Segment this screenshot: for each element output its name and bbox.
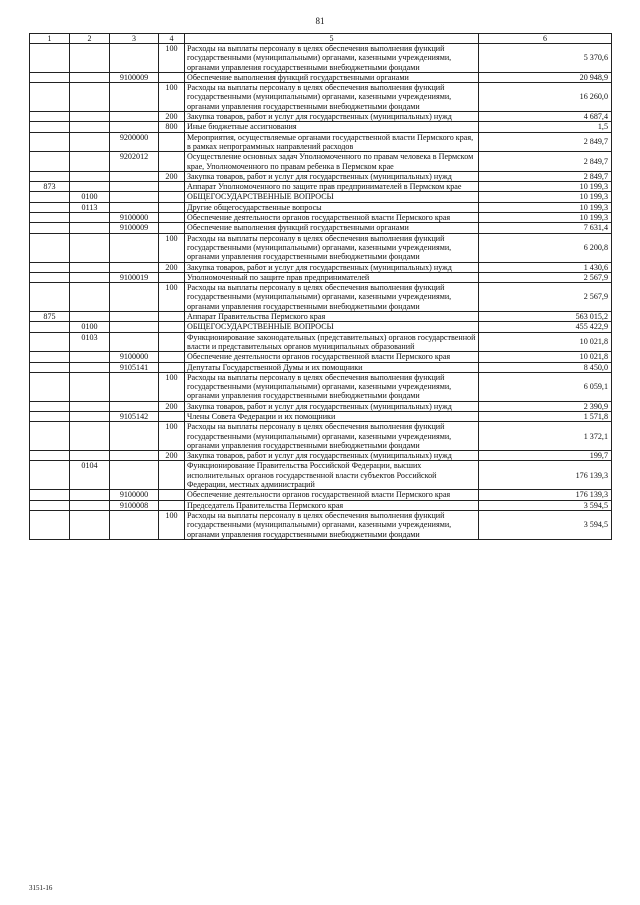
cell-section-code — [70, 312, 110, 322]
table-row — [30, 72, 612, 82]
cell-ministry-code — [30, 72, 70, 82]
table-row — [30, 372, 612, 401]
cell-section-code — [70, 122, 110, 132]
cell-target-code: 9105142 — [110, 411, 159, 421]
cell-amount: 8 450,0 — [479, 362, 612, 372]
cell-description: Обеспечение деятельности органов государственной власти Пермского края — [185, 352, 479, 362]
cell-ministry-code — [30, 490, 70, 500]
cell-expense-type: 100 — [159, 44, 185, 73]
cell-ministry-code — [30, 332, 70, 352]
table-row — [30, 132, 612, 152]
table-row — [30, 510, 612, 539]
table-row — [30, 122, 612, 132]
cell-target-code: 9200000 — [110, 132, 159, 152]
cell-amount: 6 200,8 — [479, 233, 612, 262]
cell-section-code — [70, 422, 110, 451]
cell-expense-type: 100 — [159, 510, 185, 539]
cell-target-code: 9100008 — [110, 500, 159, 510]
cell-amount: 10 199,3 — [479, 202, 612, 212]
cell-amount: 7 631,4 — [479, 223, 612, 233]
table-row — [30, 171, 612, 181]
budget-table — [29, 33, 612, 540]
cell-target-code: 9100000 — [110, 213, 159, 223]
cell-target-code — [110, 44, 159, 73]
table-row — [30, 182, 612, 192]
page-number: 81 — [315, 16, 325, 26]
cell-description: Закупка товаров, работ и услуг для государственных (муниципальных) нужд — [185, 112, 479, 122]
cell-section-code: 0100 — [70, 192, 110, 202]
cell-target-code: 9100000 — [110, 490, 159, 500]
column-header: 6 — [479, 34, 612, 44]
table-row — [30, 213, 612, 223]
cell-expense-type — [159, 461, 185, 490]
cell-expense-type — [159, 362, 185, 372]
cell-expense-type: 200 — [159, 262, 185, 272]
cell-expense-type: 200 — [159, 451, 185, 461]
table-row — [30, 490, 612, 500]
cell-section-code — [70, 171, 110, 181]
cell-expense-type — [159, 202, 185, 212]
cell-expense-type: 800 — [159, 122, 185, 132]
cell-amount: 2 567,9 — [479, 283, 612, 312]
cell-target-code — [110, 312, 159, 322]
cell-target-code: 9100019 — [110, 272, 159, 282]
cell-amount: 10 199,3 — [479, 213, 612, 223]
cell-description: Расходы на выплаты персоналу в целях обеспечения выполнения функций государственными (муниципальными) органами, казенными учреждениями, органами управления государственными внебюджетными фондами — [185, 233, 479, 262]
cell-ministry-code — [30, 233, 70, 262]
cell-description: Уполномоченный по защите прав предпринимателей — [185, 272, 479, 282]
cell-ministry-code — [30, 112, 70, 122]
cell-description: Мероприятия, осуществляемые органами государственной власти Пермского края, в рамках непрограммных направлений расходов — [185, 132, 479, 152]
table-row — [30, 401, 612, 411]
cell-amount: 2 849,7 — [479, 171, 612, 181]
cell-target-code: 9100009 — [110, 72, 159, 82]
column-header: 5 — [185, 34, 479, 44]
cell-amount: 5 370,6 — [479, 44, 612, 73]
cell-section-code — [70, 44, 110, 73]
cell-description: Обеспечение деятельности органов государственной власти Пермского края — [185, 213, 479, 223]
table-row — [30, 332, 612, 352]
cell-description: Члены Совета Федерации и их помощники — [185, 411, 479, 421]
cell-target-code — [110, 233, 159, 262]
cell-ministry-code — [30, 510, 70, 539]
cell-expense-type — [159, 182, 185, 192]
cell-target-code: 9100009 — [110, 223, 159, 233]
cell-section-code — [70, 132, 110, 152]
table-row — [30, 362, 612, 372]
cell-section-code: 0100 — [70, 322, 110, 332]
cell-ministry-code — [30, 122, 70, 132]
cell-target-code — [110, 461, 159, 490]
cell-description: Иные бюджетные ассигнования — [185, 122, 479, 132]
cell-expense-type — [159, 72, 185, 82]
cell-target-code — [110, 171, 159, 181]
cell-amount: 455 422,9 — [479, 322, 612, 332]
cell-ministry-code — [30, 500, 70, 510]
cell-description: Расходы на выплаты персоналу в целях обеспечения выполнения функций государственными (муниципальными) органами, казенными учреждениями, органами управления государственными внебюджетными фондами — [185, 510, 479, 539]
cell-ministry-code — [30, 132, 70, 152]
cell-amount: 16 260,0 — [479, 83, 612, 112]
cell-section-code — [70, 283, 110, 312]
cell-amount: 176 139,3 — [479, 461, 612, 490]
cell-section-code — [70, 72, 110, 82]
cell-amount: 2 390,9 — [479, 401, 612, 411]
cell-section-code — [70, 262, 110, 272]
cell-ministry-code — [30, 152, 70, 172]
table-row — [30, 461, 612, 490]
cell-expense-type — [159, 352, 185, 362]
cell-description: Обеспечение выполнения функций государственными органами — [185, 223, 479, 233]
cell-ministry-code — [30, 272, 70, 282]
cell-amount: 10 021,8 — [479, 332, 612, 352]
table-row — [30, 283, 612, 312]
cell-target-code: 9202012 — [110, 152, 159, 172]
cell-target-code: 9100000 — [110, 352, 159, 362]
cell-target-code — [110, 83, 159, 112]
cell-ministry-code — [30, 352, 70, 362]
cell-target-code — [110, 401, 159, 411]
cell-expense-type: 200 — [159, 401, 185, 411]
cell-expense-type — [159, 152, 185, 172]
table-row — [30, 233, 612, 262]
cell-ministry-code — [30, 171, 70, 181]
cell-expense-type: 100 — [159, 83, 185, 112]
cell-target-code — [110, 112, 159, 122]
cell-target-code: 9105141 — [110, 362, 159, 372]
cell-description: Закупка товаров, работ и услуг для государственных (муниципальных) нужд — [185, 401, 479, 411]
cell-amount: 1 372,1 — [479, 422, 612, 451]
cell-amount: 1,5 — [479, 122, 612, 132]
cell-ministry-code — [30, 44, 70, 73]
cell-ministry-code: 873 — [30, 182, 70, 192]
column-header: 4 — [159, 34, 185, 44]
cell-expense-type — [159, 272, 185, 282]
cell-description: Расходы на выплаты персоналу в целях обеспечения выполнения функций государственными (муниципальными) органами, казенными учреждениями, органами управления государственными внебюджетными фондами — [185, 44, 479, 73]
cell-amount: 563 015,2 — [479, 312, 612, 322]
cell-target-code — [110, 262, 159, 272]
cell-ministry-code — [30, 461, 70, 490]
cell-amount: 2 567,9 — [479, 272, 612, 282]
cell-expense-type — [159, 500, 185, 510]
cell-section-code — [70, 233, 110, 262]
cell-description: Расходы на выплаты персоналу в целях обеспечения выполнения функций государственными (муниципальными) органами, казенными учреждениями, органами управления государственными внебюджетными фондами — [185, 372, 479, 401]
table-row — [30, 202, 612, 212]
cell-expense-type — [159, 223, 185, 233]
cell-expense-type — [159, 490, 185, 500]
cell-expense-type — [159, 312, 185, 322]
cell-target-code — [110, 422, 159, 451]
cell-ministry-code — [30, 283, 70, 312]
cell-expense-type — [159, 192, 185, 202]
cell-description: Аппарат Уполномоченного по защите прав предпринимателей в Пермском крае — [185, 182, 479, 192]
cell-description: Другие общегосударственные вопросы — [185, 202, 479, 212]
cell-ministry-code — [30, 451, 70, 461]
document-code: 3151-16 — [29, 884, 53, 892]
cell-description: ОБЩЕГОСУДАРСТВЕННЫЕ ВОПРОСЫ — [185, 322, 479, 332]
table-row — [30, 272, 612, 282]
cell-amount: 199,7 — [479, 451, 612, 461]
cell-target-code — [110, 322, 159, 332]
cell-section-code — [70, 510, 110, 539]
cell-target-code — [110, 192, 159, 202]
column-header: 1 — [30, 34, 70, 44]
cell-section-code — [70, 362, 110, 372]
cell-ministry-code — [30, 362, 70, 372]
cell-ministry-code — [30, 411, 70, 421]
table-row — [30, 262, 612, 272]
cell-amount: 2 849,7 — [479, 152, 612, 172]
cell-section-code: 0104 — [70, 461, 110, 490]
table-row — [30, 312, 612, 322]
cell-section-code — [70, 182, 110, 192]
cell-ministry-code — [30, 202, 70, 212]
cell-description: Осуществление основных задач Уполномоченного по правам человека в Пермском крае, Уполномоченного по правам ребенка в Пермском крае — [185, 152, 479, 172]
cell-section-code — [70, 112, 110, 122]
cell-section-code: 0103 — [70, 332, 110, 352]
table-row — [30, 192, 612, 202]
cell-section-code — [70, 83, 110, 112]
cell-section-code — [70, 152, 110, 172]
cell-description: Закупка товаров, работ и услуг для государственных (муниципальных) нужд — [185, 451, 479, 461]
cell-description: Расходы на выплаты персоналу в целях обеспечения выполнения функций государственными (муниципальными) органами, казенными учреждениями, органами управления государственными внебюджетными фондами — [185, 283, 479, 312]
cell-ministry-code — [30, 372, 70, 401]
cell-expense-type: 100 — [159, 422, 185, 451]
table-row — [30, 411, 612, 421]
cell-amount: 10 199,3 — [479, 192, 612, 202]
table-row — [30, 83, 612, 112]
cell-amount: 2 849,7 — [479, 132, 612, 152]
cell-ministry-code — [30, 83, 70, 112]
cell-expense-type: 100 — [159, 233, 185, 262]
table-row — [30, 352, 612, 362]
cell-amount: 3 594,5 — [479, 510, 612, 539]
cell-target-code — [110, 372, 159, 401]
cell-target-code — [110, 451, 159, 461]
cell-description: Аппарат Правительства Пермского края — [185, 312, 479, 322]
cell-section-code — [70, 451, 110, 461]
cell-expense-type — [159, 411, 185, 421]
cell-ministry-code — [30, 401, 70, 411]
cell-expense-type — [159, 213, 185, 223]
cell-expense-type — [159, 332, 185, 352]
cell-amount: 1 571,8 — [479, 411, 612, 421]
column-header: 2 — [70, 34, 110, 44]
cell-expense-type — [159, 132, 185, 152]
cell-expense-type: 100 — [159, 283, 185, 312]
cell-target-code — [110, 332, 159, 352]
cell-amount: 3 594,5 — [479, 500, 612, 510]
cell-amount: 176 139,3 — [479, 490, 612, 500]
cell-expense-type: 200 — [159, 171, 185, 181]
cell-description: Обеспечение деятельности органов государственной власти Пермского края — [185, 490, 479, 500]
cell-expense-type: 100 — [159, 372, 185, 401]
cell-target-code — [110, 510, 159, 539]
cell-section-code: 0113 — [70, 202, 110, 212]
cell-description: Закупка товаров, работ и услуг для государственных (муниципальных) нужд — [185, 262, 479, 272]
cell-ministry-code: 875 — [30, 312, 70, 322]
cell-section-code — [70, 213, 110, 223]
cell-description: ОБЩЕГОСУДАРСТВЕННЫЕ ВОПРОСЫ — [185, 192, 479, 202]
table-row — [30, 223, 612, 233]
cell-amount: 6 059,1 — [479, 372, 612, 401]
cell-amount: 20 948,9 — [479, 72, 612, 82]
cell-target-code — [110, 202, 159, 212]
cell-ministry-code — [30, 422, 70, 451]
cell-section-code — [70, 411, 110, 421]
cell-target-code — [110, 283, 159, 312]
cell-target-code — [110, 122, 159, 132]
cell-section-code — [70, 223, 110, 233]
cell-ministry-code — [30, 322, 70, 332]
cell-ministry-code — [30, 213, 70, 223]
cell-amount: 10 199,3 — [479, 182, 612, 192]
cell-ministry-code — [30, 192, 70, 202]
cell-section-code — [70, 352, 110, 362]
cell-ministry-code — [30, 223, 70, 233]
cell-ministry-code — [30, 262, 70, 272]
header-row — [30, 34, 612, 44]
column-header: 3 — [110, 34, 159, 44]
cell-section-code — [70, 490, 110, 500]
cell-section-code — [70, 401, 110, 411]
cell-description: Функционирование законодательных (представительных) органов государственной власти и представительных органов муниципальных образований — [185, 332, 479, 352]
cell-amount: 10 021,8 — [479, 352, 612, 362]
cell-description: Обеспечение выполнения функций государственными органами — [185, 72, 479, 82]
table-row — [30, 422, 612, 451]
cell-section-code — [70, 500, 110, 510]
cell-description: Депутаты Государственной Думы и их помощники — [185, 362, 479, 372]
table-row — [30, 451, 612, 461]
cell-description: Закупка товаров, работ и услуг для государственных (муниципальных) нужд — [185, 171, 479, 181]
table-row — [30, 322, 612, 332]
cell-description: Расходы на выплаты персоналу в целях обеспечения выполнения функций государственными (муниципальными) органами, казенными учреждениями, органами управления государственными внебюджетными фондами — [185, 422, 479, 451]
cell-amount: 1 430,6 — [479, 262, 612, 272]
cell-target-code — [110, 182, 159, 192]
table-row — [30, 112, 612, 122]
cell-description: Расходы на выплаты персоналу в целях обеспечения выполнения функций государственными (муниципальными) органами, казенными учреждениями, органами управления государственными внебюджетными фондами — [185, 83, 479, 112]
cell-amount: 4 687,4 — [479, 112, 612, 122]
cell-description: Председатель Правительства Пермского края — [185, 500, 479, 510]
cell-expense-type: 200 — [159, 112, 185, 122]
cell-expense-type — [159, 322, 185, 332]
cell-description: Функционирование Правительства Российской Федерации, высших исполнительных органов государственной власти субъектов Российской Федерации, местных администраций — [185, 461, 479, 490]
table-row — [30, 44, 612, 73]
cell-section-code — [70, 372, 110, 401]
table-row — [30, 500, 612, 510]
table-row — [30, 152, 612, 172]
cell-section-code — [70, 272, 110, 282]
